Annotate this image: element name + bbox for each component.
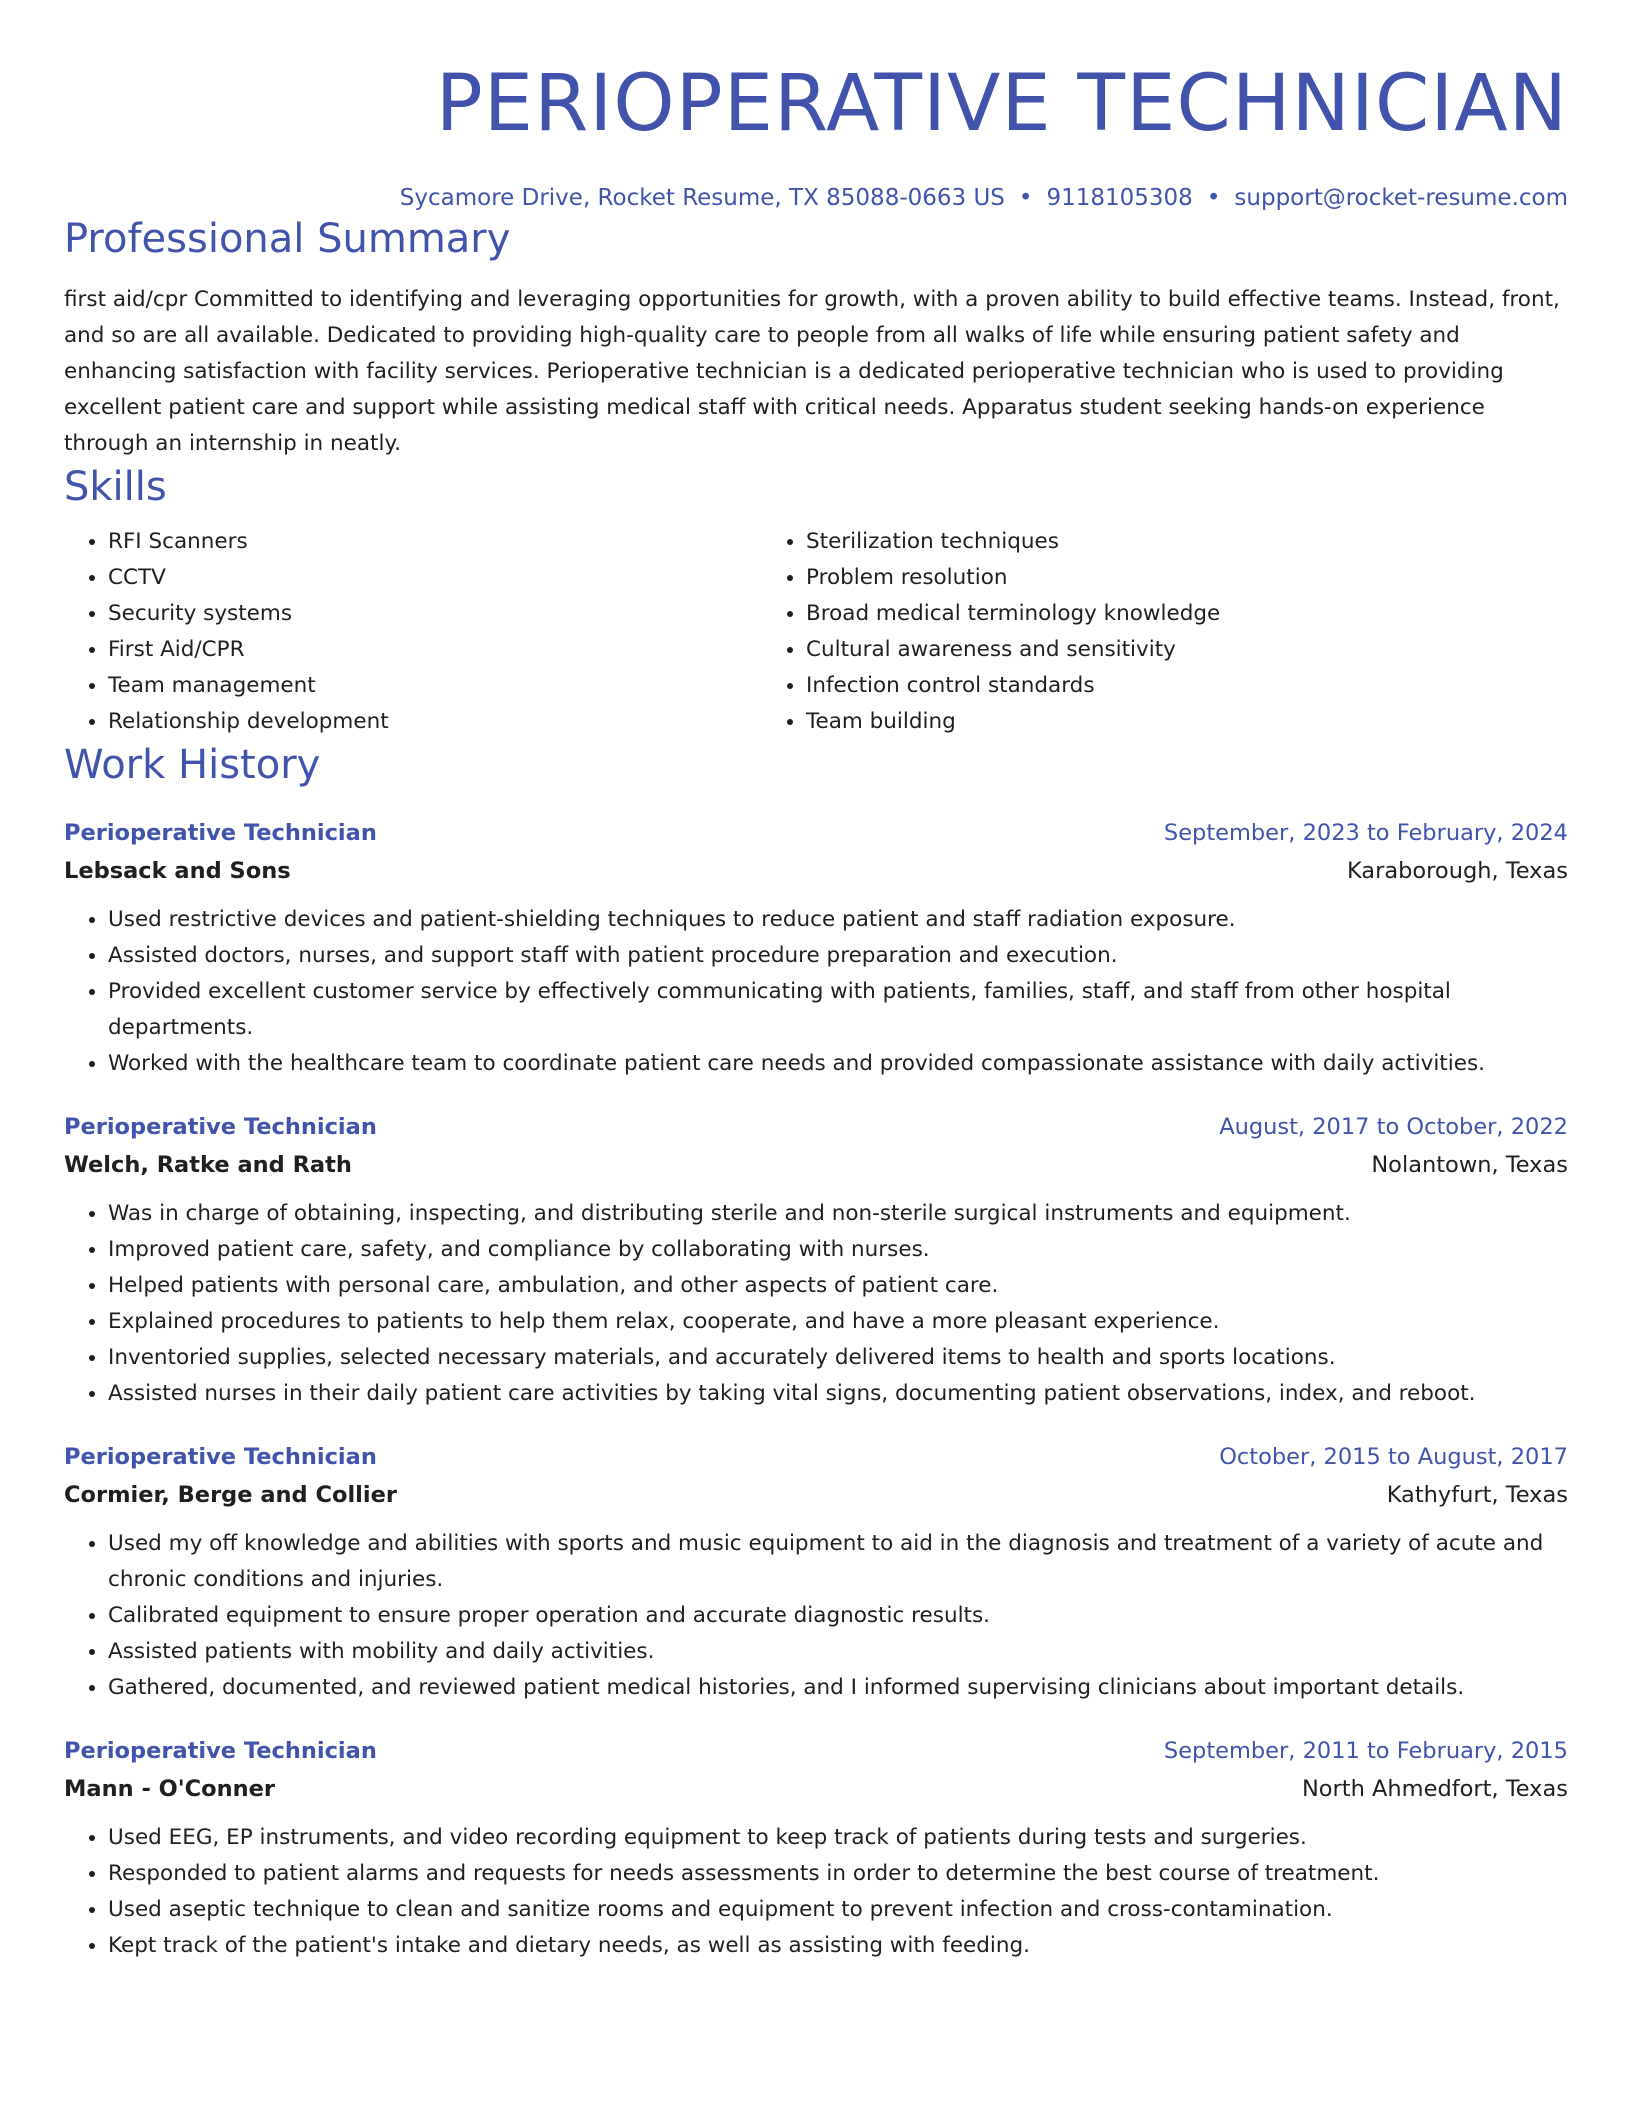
job-employer-row [64,1476,1568,1514]
job-dates: October, 2015 to August, 2017 [1219,1444,1568,1470]
skill-item: • Sterilization techniques [806,524,1568,560]
job-header-row [64,814,1568,852]
skills-column-left [64,524,762,740]
job-bullet: • Helped patients with personal care, ambulation, and other aspects of patient care. [108,1268,1568,1304]
job-header-row [64,1732,1568,1770]
skill-item: • Team management [108,668,762,704]
job-title: Perioperative Technician [64,1114,377,1140]
job-employer-row [64,1770,1568,1808]
job-title: Perioperative Technician [64,1444,377,1470]
skills-column-right [762,524,1568,740]
job-location: North Ahmedfort, Texas [1301,1776,1568,1802]
contact-address: Sycamore Drive, Rocket Resume, TX 85088-0663 US [399,185,1005,211]
job-bullets [64,1526,1568,1706]
skill-item: • Security systems [108,596,762,632]
job-bullet: • Assisted nurses in their daily patient care activities by taking vital signs, documenting patient observations, index, and reboot. [108,1376,1568,1412]
skill-item: • Team building [806,704,1568,740]
contact-phone: 9118105308 [1046,185,1193,211]
job-entry [64,814,1568,1082]
job-bullet: • Inventoried supplies, selected necessary materials, and accurately delivered items to health and sports locations. [108,1340,1568,1376]
job-bullet: • Was in charge of obtaining, inspecting, and distributing sterile and non-sterile surgical instruments and equipment. [108,1196,1568,1232]
job-company: Welch, Ratke and Rath [64,1152,352,1178]
contact-line [64,182,1568,214]
skill-item: • CCTV [108,560,762,596]
job-dates: September, 2023 to February, 2024 [1163,820,1568,846]
job-header-row [64,1438,1568,1476]
contact-email[interactable]: support@rocket-resume.com [1234,185,1568,211]
job-location: Nolantown, Texas [1371,1152,1568,1178]
skill-item: • Relationship development [108,704,762,740]
bullet-separator-icon: • [1018,185,1033,211]
job-bullet: • Assisted doctors, nurses, and support staff with patient procedure preparation and execution. [108,938,1568,974]
job-location: Kathyfurt, Texas [1386,1482,1568,1508]
job-company: Cormier, Berge and Collier [64,1482,397,1508]
job-header-row [64,1108,1568,1146]
job-bullet: • Gathered, documented, and reviewed patient medical histories, and I informed supervising clinicians about important details. [108,1670,1568,1706]
skill-item: • RFI Scanners [108,524,762,560]
job-bullet: • Improved patient care, safety, and compliance by collaborating with nurses. [108,1232,1568,1268]
job-bullet: • Used my off knowledge and abilities with sports and music equipment to aid in the diagnosis and treatment of a variety of acute and chronic conditions and injuries. [108,1526,1568,1598]
job-bullet: • Explained procedures to patients to help them relax, cooperate, and have a more pleasant experience. [108,1304,1568,1340]
job-title: Perioperative Technician [64,820,377,846]
job-bullet: • Used EEG, EP instruments, and video recording equipment to keep track of patients during tests and surgeries. [108,1820,1568,1856]
skill-item: • Problem resolution [806,560,1568,596]
job-bullet: • Worked with the healthcare team to coordinate patient care needs and provided compassionate assistance with daily activities. [108,1046,1568,1082]
job-employer-row [64,852,1568,890]
job-bullet: • Responded to patient alarms and requests for needs assessments in order to determine the best course of treatment. [108,1856,1568,1892]
section-heading-work-history: Work History [64,742,321,788]
section-heading-summary: Professional Summary [64,216,511,262]
job-location: Karaborough, Texas [1346,858,1568,884]
job-bullet: • Provided excellent customer service by effectively communicating with patients, families, staff, and staff from other hospital departments. [108,974,1568,1046]
job-bullet: • Used restrictive devices and patient-shielding techniques to reduce patient and staff radiation exposure. [108,902,1568,938]
job-bullet: • Kept track of the patient's intake and dietary needs, as well as assisting with feeding. [108,1928,1568,1964]
job-bullet: • Calibrated equipment to ensure proper operation and accurate diagnostic results. [108,1598,1568,1634]
job-company: Lebsack and Sons [64,858,291,884]
job-entry [64,1732,1568,1964]
job-company: Mann - O'Conner [64,1776,275,1802]
page-title: PERIOPERATIVE TECHNICIAN [435,59,1568,149]
job-employer-row [64,1146,1568,1184]
resume-page [64,0,1568,1964]
job-bullets [64,1196,1568,1412]
skills-list [64,524,1568,740]
job-dates: August, 2017 to October, 2022 [1219,1114,1568,1140]
skill-item: • Cultural awareness and sensitivity [806,632,1568,668]
skill-item: • First Aid/CPR [108,632,762,668]
section-heading-skills: Skills [64,464,167,510]
job-dates: September, 2011 to February, 2015 [1163,1738,1568,1764]
job-title: Perioperative Technician [64,1738,377,1764]
bullet-separator-icon: • [1206,185,1221,211]
skill-item: • Infection control standards [806,668,1568,704]
job-bullets [64,1820,1568,1964]
job-bullets [64,902,1568,1082]
job-entry [64,1438,1568,1706]
summary-text: first aid/cpr Committed to identifying and leveraging opportunities for growth, with a proven ability to build effective teams. Instead, front, and so are all available. Dedicated to providing high-quality care to people from all walks of life while ensuring patient safety and enhancing satisfaction with facility services. Perioperative technician is a dedicated perioperative technician who is used to providing excellent patient care and support while assisting medical staff with critical needs. Apparatus student seeking hands-on experience through an internship in neatly. [64,287,1560,456]
job-bullet: • Used aseptic technique to clean and sanitize rooms and equipment to prevent infection and cross-contamination. [108,1892,1568,1928]
job-bullet: • Assisted patients with mobility and daily activities. [108,1634,1568,1670]
skill-item: • Broad medical terminology knowledge [806,596,1568,632]
job-entry [64,1108,1568,1412]
